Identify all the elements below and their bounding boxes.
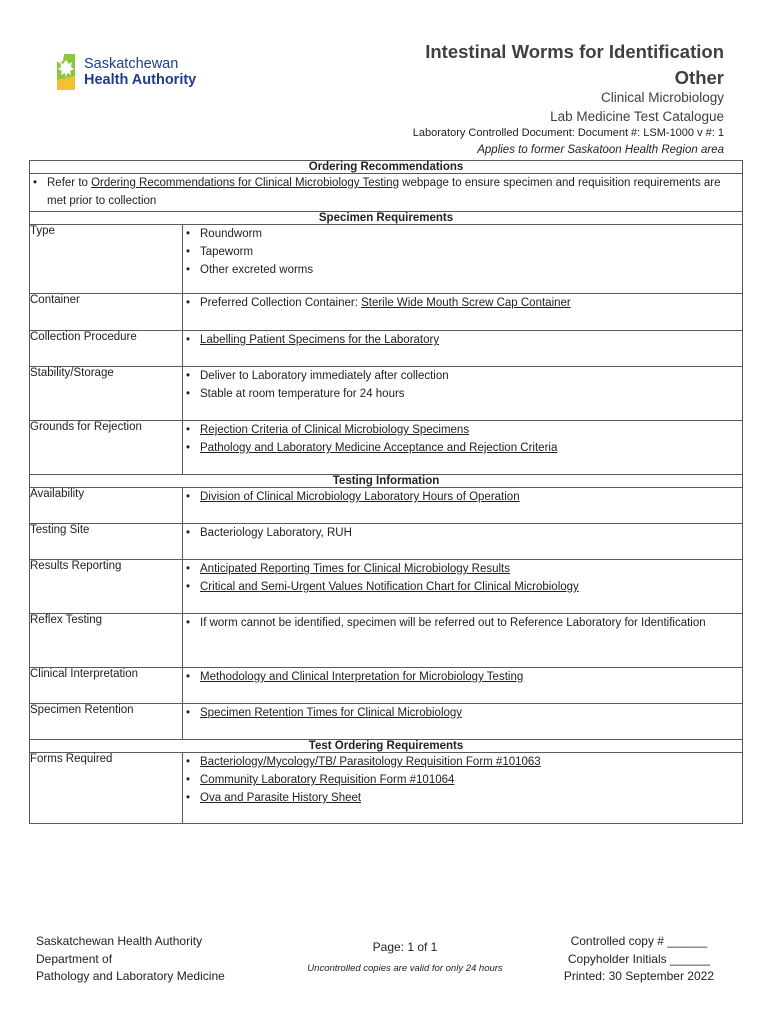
availability-item bbox=[183, 488, 742, 506]
stability-label: Stability/Storage bbox=[30, 367, 183, 421]
interpretation-list bbox=[183, 668, 742, 686]
reporting-times-link[interactable]: Anticipated Reporting Times for Clinical Microbiology Results bbox=[200, 563, 510, 575]
forms-item bbox=[183, 753, 742, 771]
reflex-value bbox=[183, 614, 743, 668]
retention-times-link[interactable]: Specimen Retention Times for Clinical Microbiology bbox=[200, 707, 463, 719]
stability-list bbox=[183, 367, 742, 403]
type-list bbox=[183, 225, 742, 279]
section-heading-specimen: Specimen Requirements bbox=[30, 212, 743, 225]
rejection-item bbox=[183, 421, 742, 439]
stability-value bbox=[183, 367, 743, 421]
availability-list bbox=[183, 488, 742, 506]
title-line2: Other bbox=[674, 67, 724, 88]
type-label: Type bbox=[30, 225, 183, 294]
collection-item bbox=[183, 331, 742, 349]
retention-row bbox=[30, 704, 743, 740]
results-list bbox=[183, 560, 742, 596]
collection-value bbox=[183, 331, 743, 367]
subtitle-catalogue: Lab Medicine Test Catalogue bbox=[550, 109, 724, 124]
section-heading-ordering: Ordering Recommendations bbox=[30, 161, 743, 174]
applies-to: Applies to former Saskatoon Health Region area bbox=[477, 144, 724, 156]
title-line1: Intestinal Worms for Identification bbox=[425, 41, 724, 62]
hours-of-operation-link[interactable]: Division of Clinical Microbiology Laboratory Hours of Operation bbox=[200, 491, 520, 503]
document-title bbox=[425, 39, 724, 91]
results-item bbox=[183, 578, 742, 596]
rejection-row bbox=[30, 421, 743, 475]
footer-page-info bbox=[280, 940, 530, 974]
requisition-101064-link[interactable]: Community Laboratory Requisition Form #101064 bbox=[200, 774, 455, 786]
container-row bbox=[30, 294, 743, 331]
rejection-value bbox=[183, 421, 743, 475]
section-heading-test-ordering: Test Ordering Requirements bbox=[30, 740, 743, 753]
stability-item: • Deliver to Laboratory immediately after collection bbox=[183, 367, 742, 385]
container-label: Container bbox=[30, 294, 183, 331]
availability-row bbox=[30, 488, 743, 524]
testing-site-item: • Bacteriology Laboratory, RUH bbox=[183, 524, 742, 542]
section-row bbox=[30, 740, 743, 753]
ordering-list-item bbox=[30, 174, 742, 210]
section-row bbox=[30, 161, 743, 174]
footer-org-line2: Department of bbox=[36, 951, 113, 966]
footer-org-line3: Pathology and Laboratory Medicine bbox=[36, 969, 225, 983]
page-number: Page: 1 of 1 bbox=[372, 940, 438, 954]
stability-item: • Stable at room temperature for 24 hours bbox=[183, 385, 742, 403]
container-item bbox=[183, 294, 742, 312]
testing-site-list bbox=[183, 524, 742, 542]
footer-copy-control bbox=[564, 933, 714, 986]
printed-date: Printed: 30 September 2022 bbox=[563, 969, 714, 983]
ordering-row bbox=[30, 174, 743, 212]
type-value bbox=[183, 225, 743, 294]
retention-value bbox=[183, 704, 743, 740]
methodology-link[interactable]: Methodology and Clinical Interpretation for Microbiology Testing bbox=[200, 671, 524, 683]
retention-label: Specimen Retention bbox=[30, 704, 183, 740]
forms-row bbox=[30, 753, 743, 824]
forms-item bbox=[183, 789, 742, 807]
container-value bbox=[183, 294, 743, 331]
interpretation-label: Clinical Interpretation bbox=[30, 668, 183, 704]
copyholder-initials: Copyholder Initials ______ bbox=[567, 951, 710, 966]
reflex-row bbox=[30, 614, 743, 668]
ordering-text-post: webpage to ensure specimen and requisition requirements are met prior to collection bbox=[47, 177, 721, 207]
stability-row bbox=[30, 367, 743, 421]
rejection-label: Grounds for Rejection bbox=[30, 421, 183, 475]
test-catalogue-table bbox=[29, 160, 743, 824]
results-item bbox=[183, 560, 742, 578]
uncontrolled-note: Uncontrolled copies are valid for only 24 hours bbox=[307, 963, 503, 974]
results-label: Results Reporting bbox=[30, 560, 183, 614]
testing-site-value bbox=[183, 524, 743, 560]
container-text: Preferred Collection Container: bbox=[200, 297, 362, 309]
subtitle-department: Clinical Microbiology bbox=[600, 90, 724, 105]
collection-list bbox=[183, 331, 742, 349]
rejection-item bbox=[183, 439, 742, 457]
testing-site-label: Testing Site bbox=[30, 524, 183, 560]
type-item: • Other excreted worms bbox=[183, 261, 742, 279]
ordering-list bbox=[30, 174, 742, 210]
reflex-label: Reflex Testing bbox=[30, 614, 183, 668]
ordering-text-pre: Refer to bbox=[47, 177, 92, 189]
type-row bbox=[30, 225, 743, 294]
results-value bbox=[183, 560, 743, 614]
section-row bbox=[30, 212, 743, 225]
document-number: Laboratory Controlled Document: Document #: LSM-1000 v #: 1 bbox=[412, 127, 724, 139]
interpretation-value bbox=[183, 668, 743, 704]
forms-list bbox=[183, 753, 742, 807]
retention-item bbox=[183, 704, 742, 722]
container-list bbox=[183, 294, 742, 312]
rejection-criteria-link[interactable]: Rejection Criteria of Clinical Microbiology Specimens bbox=[200, 424, 470, 436]
ordering-cell bbox=[30, 174, 743, 212]
type-item: • Roundworm bbox=[183, 225, 742, 243]
container-link[interactable]: Sterile Wide Mouth Screw Cap Container bbox=[361, 297, 571, 309]
logo-text-line2: Health Authority bbox=[84, 72, 197, 88]
footer-org-line1: Saskatchewan Health Authority bbox=[36, 934, 203, 948]
testing-site-row bbox=[30, 524, 743, 560]
interpretation-item bbox=[183, 668, 742, 686]
type-item: • Tapeworm bbox=[183, 243, 742, 261]
ordering-recommendations-link[interactable]: Ordering Recommendations for Clinical Microbiology Testing bbox=[91, 177, 399, 189]
logo-text-line1: Saskatchewan bbox=[84, 56, 179, 72]
ova-parasite-sheet-link[interactable]: Ova and Parasite History Sheet bbox=[200, 792, 362, 804]
forms-label: Forms Required bbox=[30, 753, 183, 824]
interpretation-row bbox=[30, 668, 743, 704]
critical-values-link[interactable]: Critical and Semi-Urgent Values Notification Chart for Clinical Microbiology bbox=[200, 581, 579, 593]
reflex-item: • If worm cannot be identified, specimen will be referred out to Reference Laboratory for Identification bbox=[183, 614, 742, 632]
controlled-copy: Controlled copy # ______ bbox=[570, 934, 708, 948]
reflex-list bbox=[183, 614, 742, 632]
rejection-list bbox=[183, 421, 742, 457]
collection-row bbox=[30, 331, 743, 367]
availability-value bbox=[183, 488, 743, 524]
footer-organization bbox=[36, 933, 225, 986]
availability-label: Availability bbox=[30, 488, 183, 524]
forms-item bbox=[183, 771, 742, 789]
section-heading-testing: Testing Information bbox=[30, 475, 743, 488]
saskatchewan-health-logo-icon bbox=[54, 52, 78, 92]
logo bbox=[54, 52, 204, 94]
collection-label: Collection Procedure bbox=[30, 331, 183, 367]
retention-list bbox=[183, 704, 742, 722]
section-row bbox=[30, 475, 743, 488]
forms-value bbox=[183, 753, 743, 824]
requisition-101063-link[interactable]: Bacteriology/Mycology/TB/ Parasitology Requisition Form #101063 bbox=[200, 756, 541, 768]
results-row bbox=[30, 560, 743, 614]
collection-link[interactable]: Labelling Patient Specimens for the Laboratory bbox=[200, 334, 440, 346]
acceptance-rejection-link[interactable]: Pathology and Laboratory Medicine Acceptance and Rejection Criteria bbox=[200, 442, 558, 454]
